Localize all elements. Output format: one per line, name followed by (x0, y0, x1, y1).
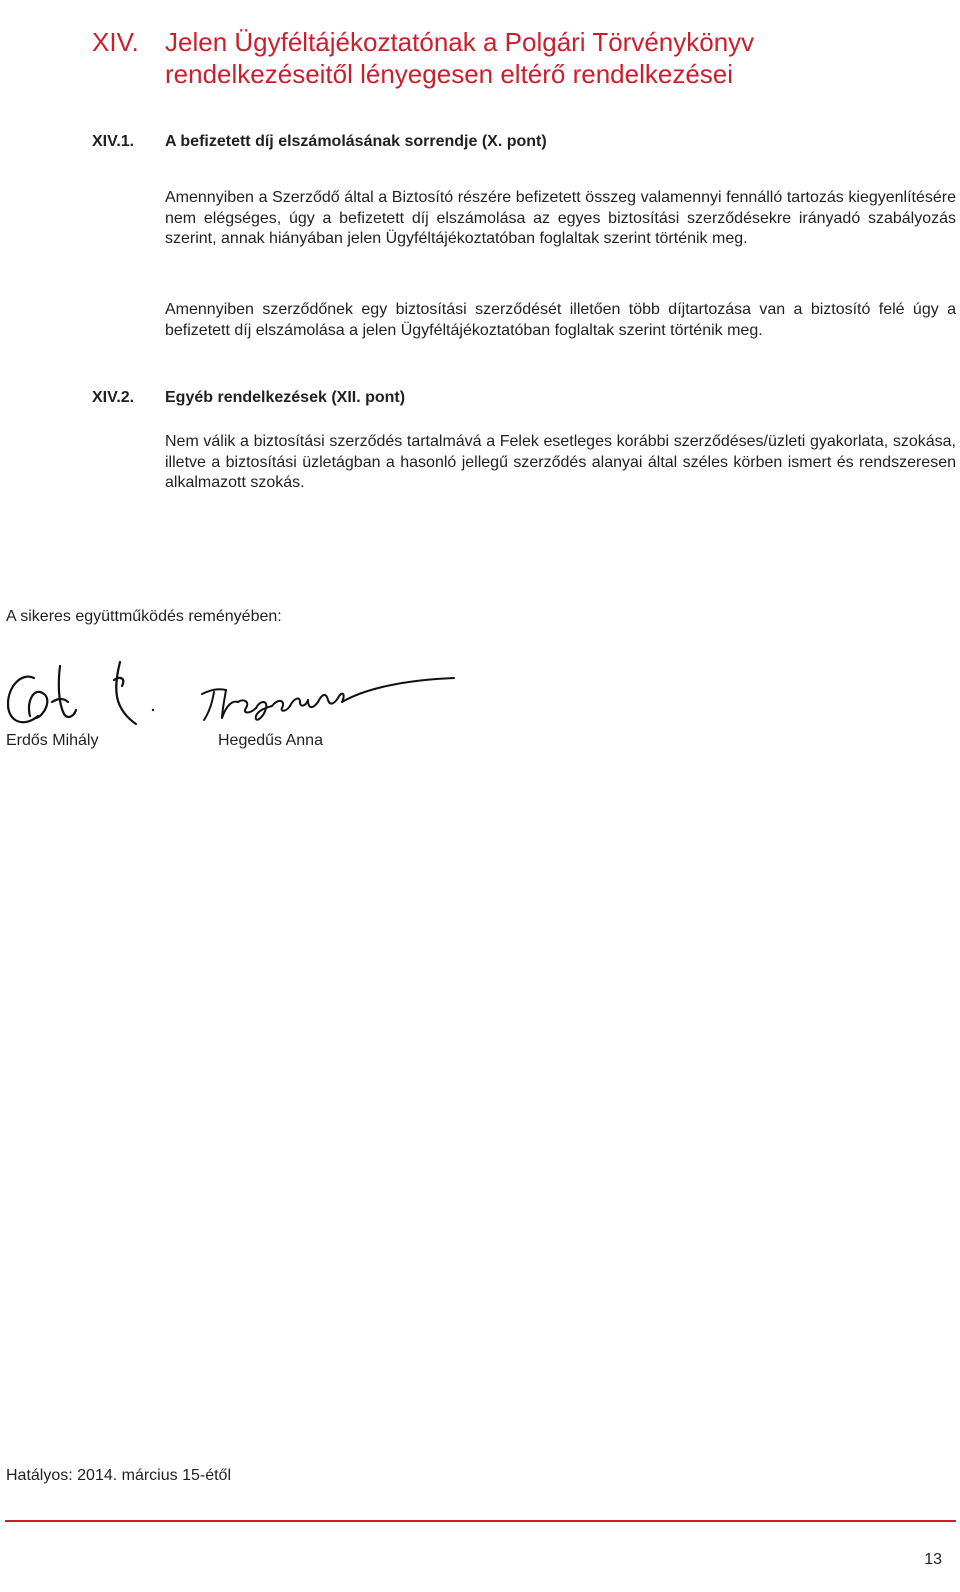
chapter-title (165, 26, 925, 90)
section-1-paragraph-1: Amennyiben a Szerződő által a Biztosító részére befizetett összeg valamennyi fennálló tartozás kiegyenlítésére nem elégséges, úgy a befizetett díj elszámolása az egyes biztosítási szerződésekre irányadó szabályozás szerint, annak hiányában jelen Ügyféltájékoztatóban foglaltak szerint történik meg. (165, 189, 956, 247)
chapter-number: XIV. (92, 27, 139, 57)
section-1-title: A befizetett díj elszámolásának sorrendje (X. pont) (165, 133, 547, 150)
section-2-number: XIV.2. (92, 389, 135, 406)
section-2-paragraph-1: Nem válik a biztosítási szerződés tartalmává a Felek esetleges korábbi szerződéses/üzleti gyakorlata, szokása, illetve a biztosítási üzletágban a hasonló jellegű szerződés alanyai által széles körben ismert és rendszeresen alkalmazott szokás. (165, 433, 956, 491)
chapter-title-line-1: Jelen Ügyféltájékoztatónak a Polgári Törvénykönyv (165, 27, 755, 57)
page-number: 13 (924, 1551, 942, 1568)
effective-date: Hatályos: 2014. március 15-étől (6, 1467, 231, 1484)
chapter-title-line-2: rendelkezéseitől lényegesen eltérő rendelkezései (165, 59, 734, 89)
closing-line: A sikeres együttműködés reményében: (6, 608, 282, 625)
signatory-name-1: Erdős Mihály (6, 732, 99, 749)
signature-hegedus (196, 672, 458, 728)
section-2-title: Egyéb rendelkezések (XII. pont) (165, 389, 406, 406)
footer-rule (5, 1520, 956, 1522)
signature-erdos (4, 658, 164, 736)
section-1-number: XIV.1. (92, 133, 135, 150)
signatory-name-2: Hegedűs Anna (218, 732, 323, 749)
section-1-paragraph-2: Amennyiben szerződőnek egy biztosítási szerződését illetően több díjtartozása van a biztosító felé úgy a befizetett díj elszámolása a jelen Ügyféltájékoztatóban foglaltak szerint történik meg. (165, 301, 956, 339)
